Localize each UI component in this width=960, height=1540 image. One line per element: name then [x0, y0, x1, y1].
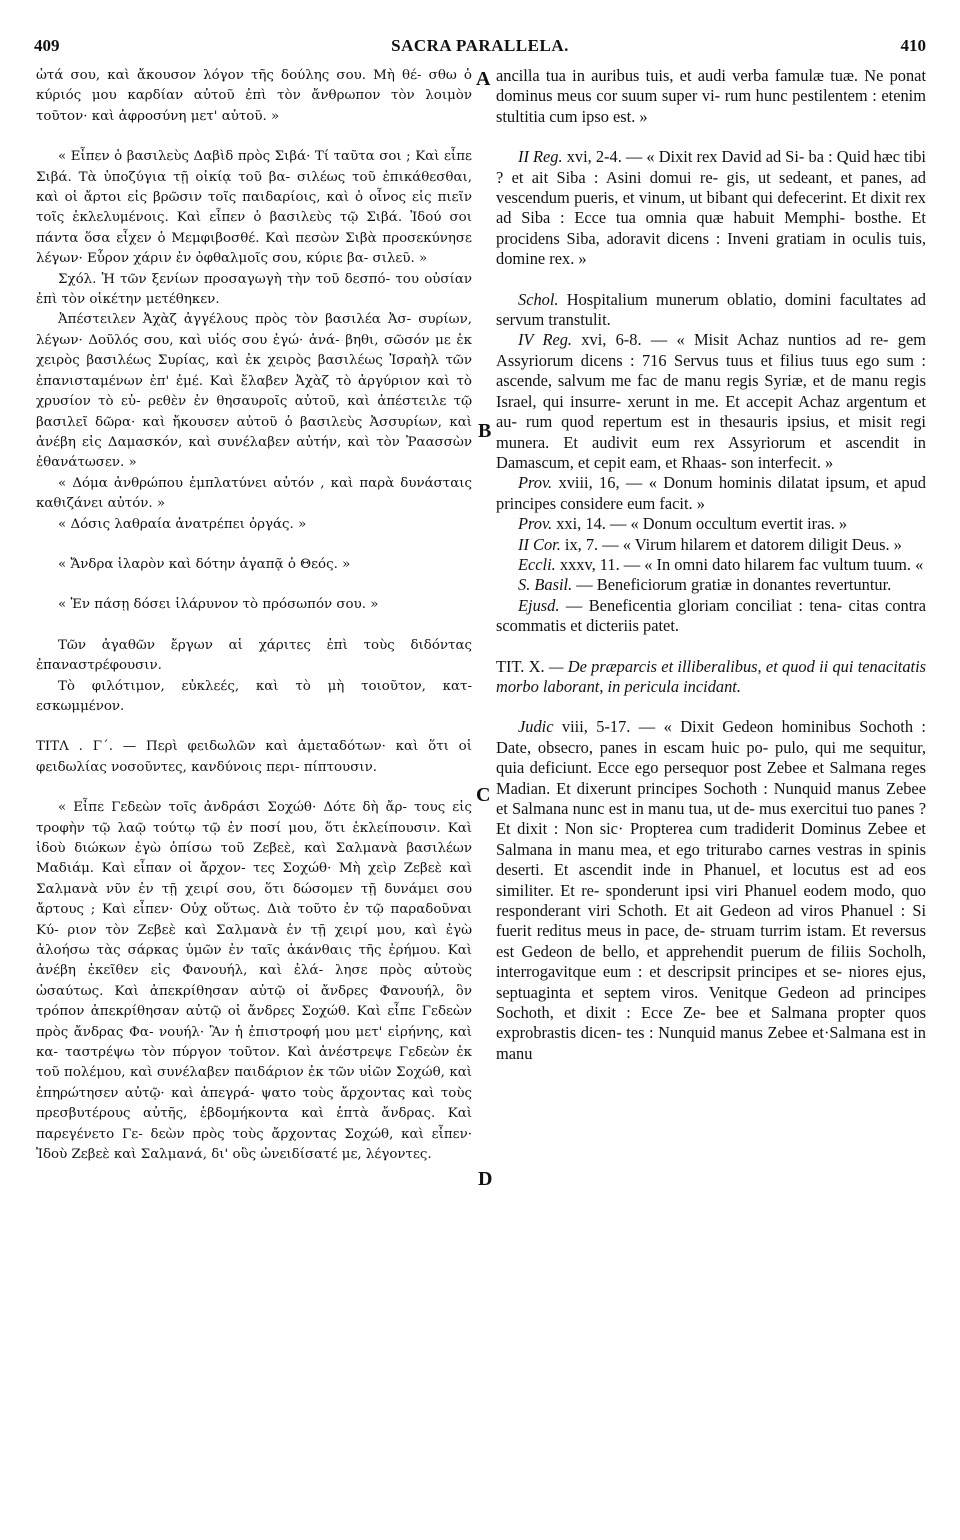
page-title: SACRA PARALLELA. — [391, 36, 569, 55]
latin-title-text: — De præparcis et illiberalibus, et quod ii qui tenacitatis morbo laborant, in pericula incidant. — [496, 656, 926, 696]
greek-paragraph: « Ἐν πάσῃ δόσει ἱλάρυνον τὸ πρόσωπόν σου. » — [58, 597, 379, 613]
latin-paragraph — [496, 535, 926, 555]
latin-reference: Ejusd. — [518, 595, 560, 615]
greek-paragraph: « Εἶπε Γεδεὼν τοῖς ἀνδράσι Σοχώθ· Δότε δὴ ἄρ- τους εἰς τροφὴν τῷ λαῷ τούτῳ τῷ ἐν ποσί μου, ὅτι ἐκλείπουσιν. Καὶ ἰδοὺ διώκων ἐγὼ ὀπίσω τοῦ Ζεβεὲ, καὶ Σαλμανὰ βασιλέων Μαδιάμ. Καὶ εἶπαν οἱ ἄρχον- τες Σοχώθ· Μὴ χεὶρ Ζεβεὲ καὶ Σαλμανὰ νῦν ἐν τῇ χειρί σου, ὅτι δώσομεν τῇ δυνάμει σου ἄρτους ; Καὶ εἶπεν· Οὐχ οὕτως. Διὰ τοῦτο ἐν τῷ παραδοῦναι Κύ- ριον τὸν Ζεβεὲ καὶ Σαλμανὰ ἐν τῇ χειρί μου, καὶ ἐγὼ ἀλοήσω τὰς σάρκας ὑμῶν ἐν ταῖς ἀκάνθαις τῆς ἐρήμου. Καὶ ἀνέβη ἐκεῖθεν εἰς Φανουήλ, καὶ ἐλά- λησε πρὸς αὐτοὺς ὡσαύτως. Καὶ ἀπεκρίθησαν αὐτῷ οἱ ἄνδρες Φανουήλ, ὃν τρόπον ἀπεκρίθησαν αὐτῷ οἱ ἄνδρες Σοχώθ. Καὶ εἶπε Γεδεὼν πρὸς ἄνδρας Φα- νουήλ· Ἂν ἡ ἐπιστροφή μου μετ' εἰρήνης, καὶ κα- ταστρέψω τὸν πύργον τοῦτον. Καὶ ἀνέστρεψε Γεδεὼν ἐκ τοῦ πολέμου, καὶ συνέλαβεν παιδάριον ἐκ τῶν υἱῶν Σοχώθ, καὶ ἐπηρώτησεν αὐτῷ· καὶ ἀπεγρά- ψατο τοὺς ἄρχοντας καὶ τοὺς πρεσβυτέρους αὐτῆς, ἑβδομήκοντα καὶ ἑπτὰ ἄνδρας. Καὶ παρεγένετο Γε- δεὼν πρὸς τοὺς ἄρχοντας Σοχώθ, καὶ εἶπεν· Ἰδοὺ Ζεβεὲ καὶ Σαλμανά, δι' οὓς ὠνειδίσατέ με, λέγοντες. — [36, 800, 472, 1163]
page-number-right: 410 — [900, 36, 926, 55]
latin-paragraph — [496, 717, 926, 1064]
section-marker-a: A — [476, 68, 491, 90]
latin-text: ancilla tua in auribus tuis, et audi verba famulæ tuæ. Ne ponat dominus meus cor suum super vi- rum hunc pestilentem : etenim stultitia cum ipso est. » — [496, 66, 926, 126]
latin-paragraph — [496, 596, 926, 637]
latin-text: Hospitalium munerum oblatio, domini facultates ad servum transtulit. — [496, 289, 926, 330]
latin-reference: Schol. — [518, 289, 559, 309]
greek-paragraph: « Ἄνδρα ἱλαρὸν καὶ δότην ἀγαπᾷ ὁ Θεός. » — [58, 556, 351, 572]
section-marker-b: B — [478, 420, 492, 442]
greek-title-heading: ΤΙΤΛ . Γ΄. — Περὶ φειδωλῶν καὶ ἀμεταδότων· καὶ ὅτι οἱ φειδωλίας νοσοῦντες, κανδύνοις περι- πίπτουσιν. — [36, 739, 472, 775]
latin-paragraph — [496, 575, 926, 595]
latin-reference: II Reg. — [518, 147, 563, 167]
latin-column — [496, 66, 926, 1064]
greek-paragraph: « Δόσις λαθραία ἀνατρέπει ὀργάς. » — [58, 516, 307, 532]
latin-paragraph — [496, 290, 926, 331]
latin-paragraph — [496, 514, 926, 534]
latin-text: xxxv, 11. — « In omni dato hilarem fac vultum tuum. « — [555, 554, 924, 574]
latin-reference: II Cor. — [518, 534, 561, 554]
greek-paragraph: Σχόλ. Ἡ τῶν ξενίων προσαγωγὴ τὴν τοῦ δεσπό- του οὐσίαν ἐπὶ τὸν οἰκέτην μετέθηκεν. — [36, 271, 472, 308]
latin-reference: S. Basil. — [518, 575, 573, 595]
latin-text: xvi, 2-4. — « Dixit rex David ad Si- ba : Quid hæc tibi ? et ait Siba : Asini domui re- gis, ut sedeant, et panes, ad vescendum pueris, et vinum, ut bibant qui defecerint. Et dixit rex ad Siba : Ecce tua omnia quæ habuit Memphi- bosthe. Et procidens Siba, adoravit dicens : Inveni gratiam in oculis tuis, domine rex. » — [496, 147, 926, 269]
page-number-left: 409 — [34, 36, 60, 55]
latin-reference: Judic — [518, 717, 554, 737]
latin-text: xvi, 6-8. — « Misit Achaz nuntios ad re- gem Assyriorum dicens : 716 Servus tuus et filius tuus ego sum : ascende, salvum me fac de manu regis Syriæ, et de manu regis Israel, qui insurre- xerunt in me. Et accepit Achaz argentum et au- rum quod repertum est in thesauris ipsius, et misit regi munera. Et audivit eum rex Assyriorum et ascendit in Damascum, et cepit eam, et Rhaas- son interfecit. » — [496, 330, 926, 472]
latin-title-label: TIT. X. — [496, 656, 545, 676]
greek-paragraph: Τὸ φιλότιμον, εὐκλεές, καὶ τὸ μὴ τοιοῦτον, κατ- εσκωμμένον. — [36, 678, 472, 714]
latin-paragraph — [496, 147, 926, 269]
running-head — [34, 36, 926, 60]
latin-text: — Beneficiorum gratiæ in donantes revertuntur. — [572, 575, 892, 595]
greek-paragraph: ὠτά σου, καὶ ἄκουσον λόγον τῆς δούλης σου. Μὴ θέ- σθω ὁ κύριός μου καρδίαν αὐτοῦ ἐπὶ τὸν ἄνθρωπον τὸν λοιμὸν τοῦτον· καὶ ἀφροσύνη μετ' αὐτοῦ. » — [36, 68, 472, 124]
greek-paragraph: « Δόμα ἀνθρώπου ἐμπλατύνει αὐτόν , καὶ παρὰ δυνάσταις καθιζάνει αὐτόν. » — [36, 475, 472, 512]
latin-text: — Beneficentia gloriam conciliat : tena- citas contra scommatis et dicteriis patet. — [496, 595, 926, 636]
greek-paragraph: Τῶν ἀγαθῶν ἔργων αἱ χάριτες ἐπὶ τοὺς διδόντας ἐπαναστρέφουσιν. — [36, 637, 472, 674]
latin-reference: Eccli. — [518, 554, 556, 574]
latin-text: xxi, 14. — « Donum occultum evertit iras. » — [552, 514, 848, 534]
latin-paragraph — [496, 66, 926, 127]
greek-paragraph: « Εἶπεν ὁ βασιλεὺς Δαβὶδ πρὸς Σιβά· Τί ταῦτα σοι ; Καὶ εἶπε Σιβά. Τὰ ὑποζύγια τῇ οἰκίᾳ τοῦ βα- σιλέως τοῦ ἐπικάθεσθαι, καὶ οἱ ἄρτοι εἰς βρῶσιν τοῖς παιδαρίοις, καὶ ὁ οἶνος εἰς πιεῖν τοῖς ἐκλελυμένοις. Καὶ εἶπεν ὁ βασιλεὺς τῷ Σιβά. Ἰδού σοι πάντα ὅσα εἶχεν ὁ Μεμφιβοσθέ. Καὶ πεσὼν Σιβὰ προσεκύνησε λέγων· Εὗρον χάριν ἐν ὀφθαλμοῖς σου, κύριε βα- σιλεῦ. » — [36, 149, 472, 267]
latin-paragraph — [496, 473, 926, 514]
latin-text: xviii, 16, — « Donum hominis dilatat ipsum, et apud principes considere eum facit. » — [496, 473, 926, 513]
greek-column — [36, 66, 472, 1166]
latin-reference: IV Reg. — [518, 330, 573, 350]
latin-text: ix, 7. — « Virum hilarem et datorem diligit Deus. » — [560, 534, 902, 554]
greek-paragraph: Ἀπέστειλεν Ἀχὰζ ἀγγέλους πρὸς τὸν βασιλέα Ἀσ- συρίων, λέγων· Δοῦλός σου, καὶ υἱός σου ἐγώ· ἀνά- βηθι, σῶσόν με ἐκ χειρὸς βασιλέως Συρίας, καὶ ἐκ χειρὸς βασιλέως Ἰσραὴλ τῶν ἐπανισταμένων ἐπ' ἐμέ. Καὶ ἔλαβεν Ἀχὰζ τὸ ἀργύριον καὶ τὸ χρυσίον τὸ εὑ- ρεθὲν ἐν θησαυροῖς αὐτοῦ, καὶ ἀπέστειλε τῷ βασιλεῖ δῶρα· καὶ ἤκουσεν αὐτοῦ ὁ βασιλεὺς Ἀσσυρίων, καὶ ἀνέβη εἰς Δαμασκόν, καὶ συνέλαβεν αὐτήν, καὶ τὸν Ῥαασσὼν ἐθανάτωσεν. » — [36, 312, 472, 471]
section-marker-d: D — [478, 1168, 493, 1190]
latin-paragraph — [496, 330, 926, 473]
latin-text: viii, 5-17. — « Dixit Gedeon hominibus Sochoth : Date, obsecro, panes in escam huic po- pulo, qui me sequitur, quia deficiunt. Ecce ego persequor post Zebee et Salmana reges Madian. Et dixerunt principes Sochoth : Nunquid manus Zebee et Salmana nunc est in manu tua, ut de- mus exercitui tuo panes ? Et dixit : Non sic· Propterea cum tradiderit Dominus Zebee et Salmana in manu mea, et ego triturabo carnes vestras in spinis deserti. Et ascendit inde in Phanuel, et locutus est ad eos similiter. Et re- sponderunt ipsi viri Phanuel eodem modo, quo responderant viri Schoth. Et ait Gedeon ad viros Phanuel : Si fuerit reditus meus in pace, de- struam turrim istam. Et reversus est Gedeon de bello, et apprehendit puerum de filiis Socholh, interrogavitque eum : et descripsit principes et se- niores ejus, septuaginta et septem viros. Venitque Gedeon ad principes Sochoth, et dixit : Ecce Ze- bee et Salmana propter quos exprobrastis dicen- tes : Nunquid manus Zebee et·Salmana est in manu — [496, 717, 926, 1063]
latin-title-heading — [496, 657, 926, 698]
latin-reference: Prov. — [518, 514, 553, 534]
latin-reference: Prov. — [518, 473, 553, 493]
latin-paragraph — [496, 555, 926, 575]
section-marker-c: C — [476, 784, 491, 806]
